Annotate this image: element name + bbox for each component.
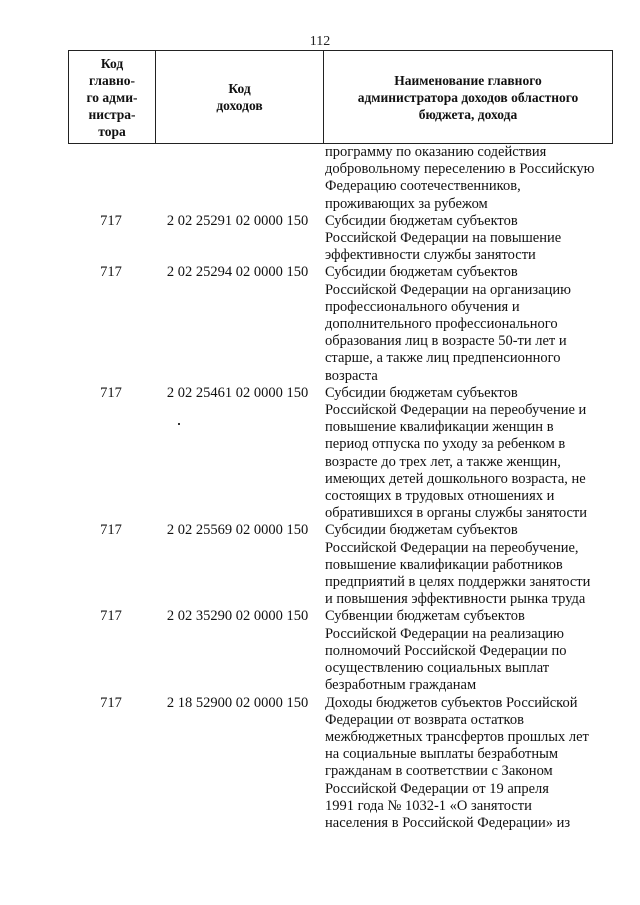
page-number: 112 [309, 34, 331, 49]
cell-admin: 717 [100, 694, 122, 711]
table-header [68, 50, 613, 144]
header-admin-code: Код главно- го адми- нистра- тора [69, 51, 156, 143]
table-row [68, 213, 613, 265]
cell-admin: 717 [100, 264, 122, 281]
table-row [68, 385, 613, 523]
header-revenue-code: Код доходов [156, 51, 324, 143]
cell-admin: 717 [100, 212, 122, 229]
header-name: Наименование главного администратора доходов областного бюджета, дохода [357, 72, 579, 122]
cell-code: 2 02 25569 02 0000 150 [166, 522, 309, 539]
cell-code: 2 02 25294 02 0000 150 [166, 264, 309, 281]
cell-name: Субсидии бюджетам субъектов Российской Федерации на переобучение, повышение квалификации работников предприятий в целях поддержки занятости и повышения эффективности рынка труда [325, 522, 591, 608]
table-row [68, 608, 613, 694]
cell-name: Субсидии бюджетам субъектов Российской Федерации на организацию профессионального обучения и дополнительного профессионального образования лиц в возрасте 50-ти лет и старше, а также лиц предпенсионного возраста [325, 264, 571, 384]
cell-name: Субсидии бюджетам субъектов Российской Федерации на повышение эффективности службы занятости [325, 212, 562, 264]
cell-name: Доходы бюджетов субъектов Российской Федерации от возврата остатков межбюджетных трансфертов прошлых лет на социальные выплаты безработным гражданам в соответствии с Законом Российской Федерации от 19 апреля 1991 года № 1032-1 «О занятости населения в Российской Федерации» из [325, 694, 589, 831]
cell-code [154, 144, 321, 213]
cell-name: Субсидии бюджетам субъектов Российской Федерации на переобучение и повышение квалификации женщин в период отпуска по уходу за ребенком в возрасте до трех лет, а также женщин, имеющих детей дошкольного возраста, не состоящих в трудовых отношениях и обратившихся в органы службы занятости [325, 384, 588, 522]
scan-dot [178, 423, 180, 425]
table-row [68, 522, 613, 608]
cell-code: 2 18 52900 02 0000 150 [166, 694, 309, 711]
cell-admin [68, 144, 154, 213]
revenue-table [68, 50, 613, 832]
table-body [68, 144, 613, 832]
cell-admin: 717 [100, 522, 122, 539]
cell-admin: 717 [100, 384, 122, 401]
cell-admin: 717 [100, 608, 122, 625]
table-row [68, 695, 613, 833]
cell-code: 2 02 25291 02 0000 150 [166, 212, 309, 229]
cell-name: Субвенции бюджетам субъектов Российской Федерации на реализацию полномочий Российской Федерации по осуществлению социальных выплат безработным гражданам [325, 608, 567, 694]
cell-code: 2 02 35290 02 0000 150 [166, 608, 309, 625]
cell-name: программу по оказанию содействия добровольному переселению в Российскую Федерацию соотечественников, проживающих за рубежом [325, 144, 595, 212]
cell-code: 2 02 25461 02 0000 150 [166, 384, 309, 401]
table-row [68, 264, 613, 384]
table-row [68, 144, 613, 213]
